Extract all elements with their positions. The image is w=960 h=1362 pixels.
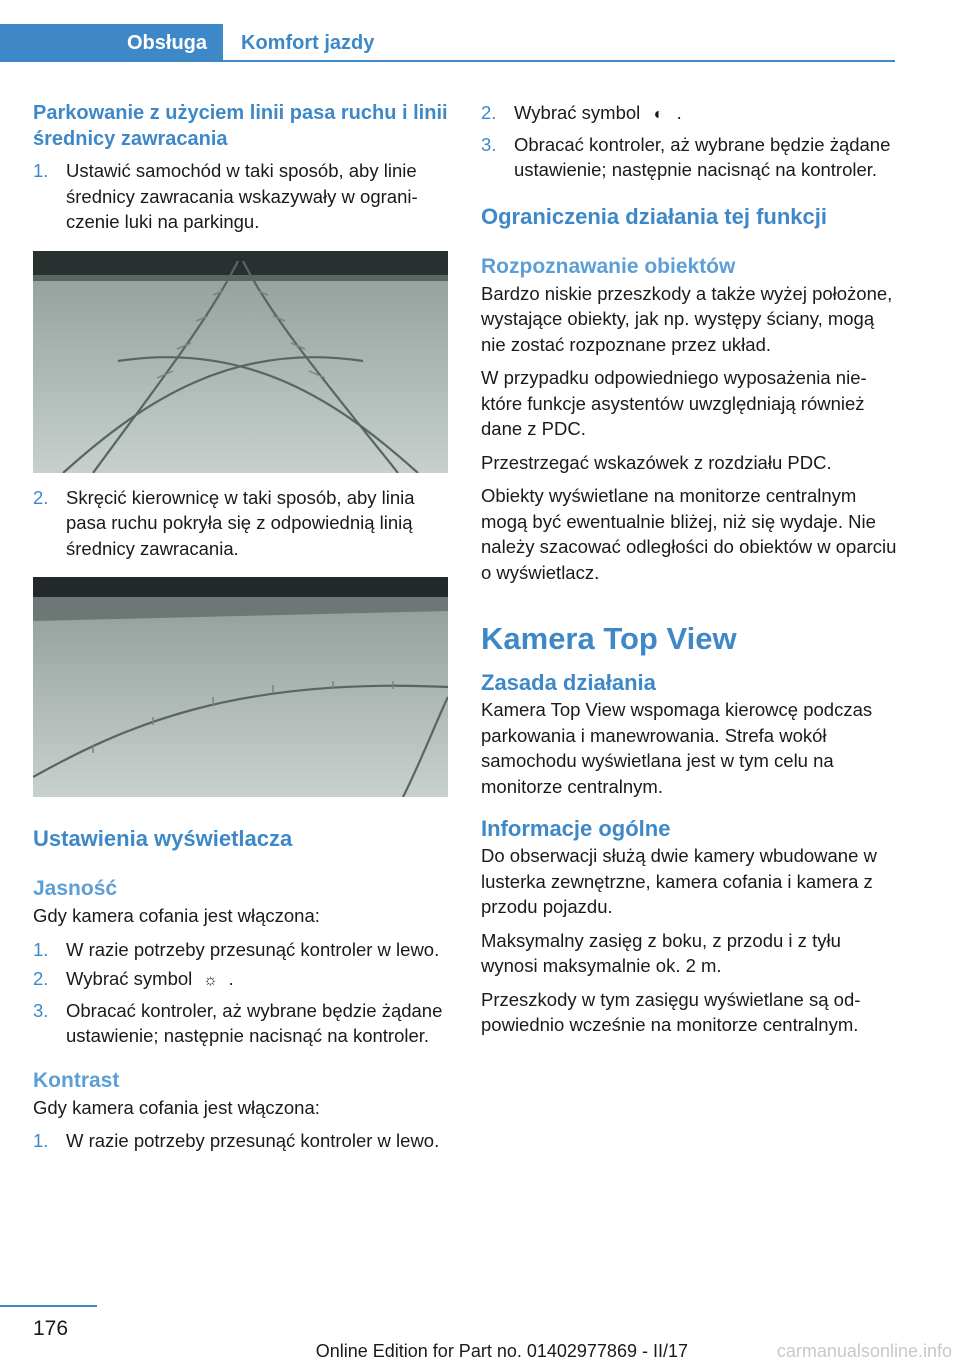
parking-steps-2 — [33, 485, 449, 562]
principle-para: Kamera Top View wspomaga kierowcę podczas parkowania i manewrowania. Strefa wokół samochodu wyświetlana jest w tym celu na monitorze centralnym. — [481, 699, 873, 797]
contrast-title: Kontrast — [33, 1068, 120, 1092]
header-tabs — [0, 24, 895, 62]
list-item: 2. Wybrać symbol ◐ . — [481, 100, 897, 128]
contrast-steps-cont — [481, 100, 897, 183]
objects-para-4: Obiekty wyświetlane na monitorze centralnym mogą być ewentualnie bliżej, niż się wydaje. Nie należy szacować odległości do obiektów w oparciu o wyświetlacz. — [481, 485, 897, 583]
general-para-3: Przeszkody w tym zasięgu wyświetlane są odpowiednio wcześnie na monitorze centralnym. — [481, 988, 861, 1035]
general-para-2: Maksymalny zasięg z boku, z przodu i z tyłu wynosi maksymalnie ok. 2 m. — [481, 929, 841, 976]
list-item: 1. Ustawić samochód w taki sposób, aby linie średnicy zawracania wskazywały w ograniczenie luki na parkingu. — [33, 160, 418, 232]
tab-obsluga[interactable]: Obsługa — [0, 24, 223, 62]
brightness-steps — [33, 937, 449, 1049]
section-parking-title: Parkowanie z użyciem linii pasa ruchu i linii średnicy zawracania — [33, 102, 448, 150]
general-info-title: Informacje ogólne — [481, 816, 671, 841]
objects-para-2: W przypadku odpowiedniego wyposażenia niektóre funkcje asystentów uwzględniają również dane z PDC. — [481, 367, 867, 439]
general-para-1: Do obserwacji służą dwie kamery wbudowane w lusterka zewnętrzne, kamera cofania i kamera z przodu pojazdu. — [481, 845, 877, 917]
list-item: 2. Skręcić kierownicę w taki sposób, aby linia pasa ruchu pokryła się z odpowiednią linią średnicy zawracania. — [33, 486, 415, 559]
contrast-icon: ◐ — [653, 106, 664, 123]
page-number: 176 — [33, 1317, 69, 1340]
section-display-settings-title: Ustawienia wyświetlacza — [33, 826, 293, 851]
top-view-title: Kamera Top View — [481, 621, 737, 656]
list-item: 3. Obracać kontroler, aż wybrane będzie żądane ustawienie; następnie nacisnąć na kontroler. — [481, 133, 891, 180]
contrast-steps — [33, 1128, 449, 1154]
object-recognition-title: Rozpoznawanie obiektów — [481, 254, 736, 278]
parking-steps-1 — [33, 158, 449, 235]
list-item: 1. W razie potrzeby przesunąć kontroler w lewo. — [33, 938, 440, 960]
list-item: 1. W razie potrzeby przesunąć kontroler w lewo. — [33, 1130, 440, 1151]
watermark: carmanualsonline.info — [776, 1341, 952, 1361]
list-item: 3. Obracać kontroler, aż wybrane będzie żądane ustawienie; następnie nacisnąć na kontroler. — [33, 999, 443, 1046]
camera-image-2 — [33, 577, 448, 797]
brightness-icon: ☼ — [203, 972, 218, 989]
principle-title: Zasada działania — [481, 670, 656, 695]
tab-komfort-jazdy[interactable]: Komfort jazdy — [241, 32, 375, 54]
brightness-title: Jasność — [33, 877, 118, 900]
left-column — [33, 100, 449, 1158]
footer-divider — [0, 1305, 97, 1307]
right-column — [481, 100, 897, 1046]
camera-image-1 — [33, 251, 448, 473]
header-divider — [0, 60, 895, 62]
list-item: 2. Wybrać symbol ☼ . — [33, 966, 449, 994]
contrast-intro: Gdy kamera cofania jest włączona: — [33, 1096, 320, 1118]
limits-title: Ograniczenia działania tej funkcji — [481, 203, 827, 229]
brightness-intro: Gdy kamera cofania jest włączona: — [33, 905, 320, 926]
objects-para-1: Bardzo niskie przeszkody a także wyżej położone, wystające obiekty, jak np. występy ściany, mogą nie zostać rozpoznane przez układ. — [481, 282, 893, 355]
objects-para-3: Przestrzegać wskazówek z rozdziału PDC. — [481, 451, 832, 473]
edition-label: Online Edition for Part no. 01402977869 - II/17 — [315, 1341, 688, 1361]
